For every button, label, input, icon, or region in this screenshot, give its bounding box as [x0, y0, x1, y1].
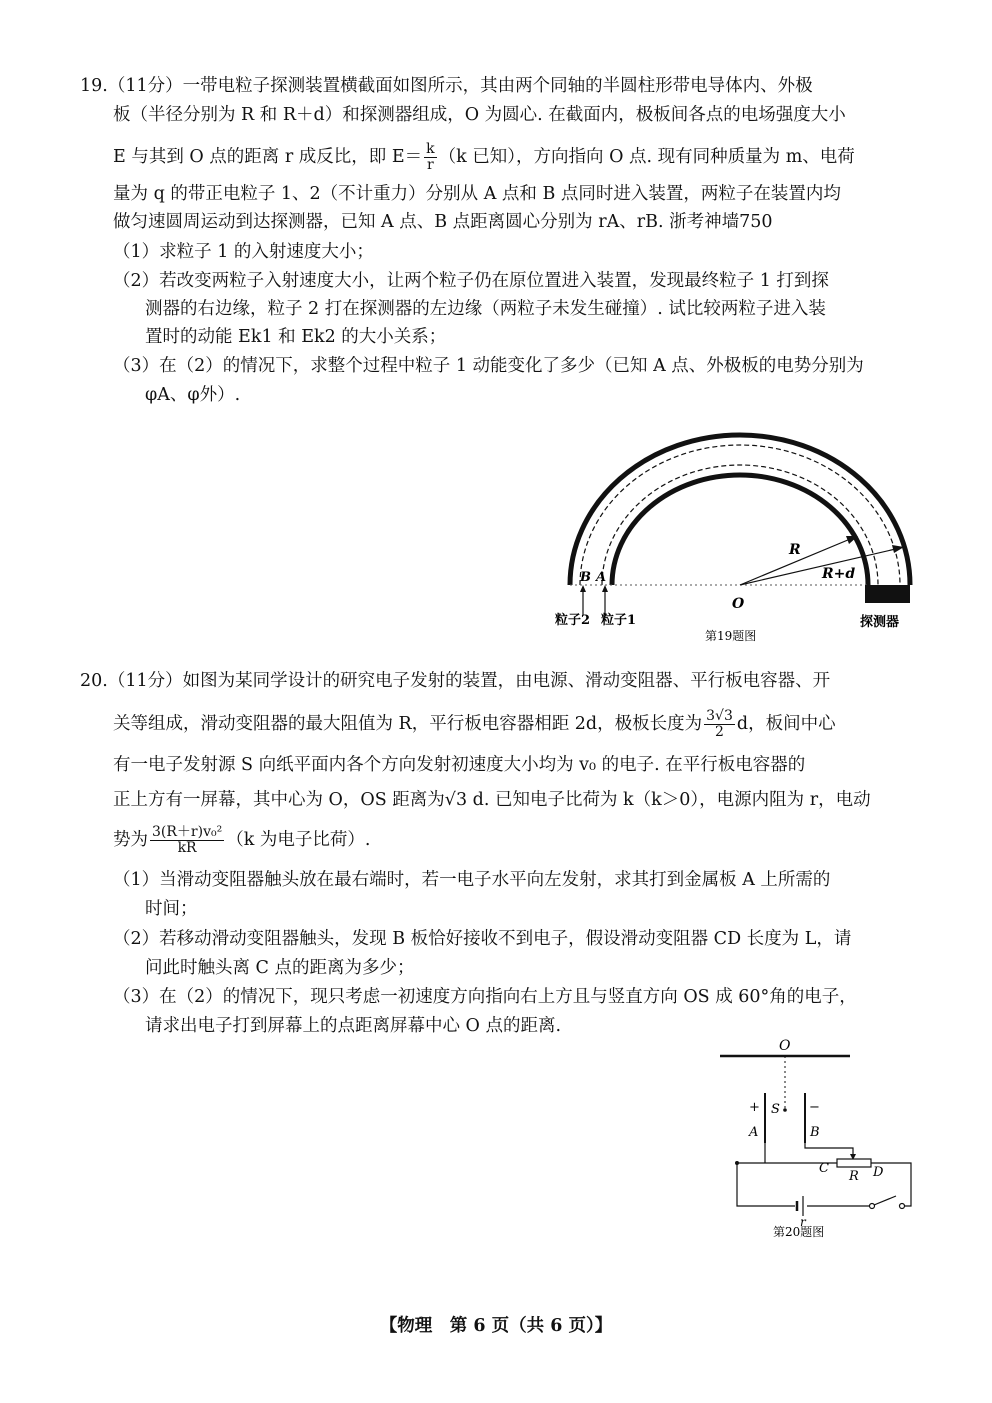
- label-O: O: [732, 596, 745, 612]
- label-R-plus-d: R+d: [822, 566, 856, 582]
- q19-e-den: r: [427, 157, 434, 173]
- q20-line-2: [113, 709, 836, 740]
- q20-line-3: 有一电子发射源 S 向纸平面内各个方向发射初速度大小均为 v₀ 的电子. 在平行板电容器的: [113, 755, 806, 775]
- q20-line2-pre: 关等组成，滑动变阻器的最大阻值为 R，平行板电容器相距 2d，极板长度为: [113, 714, 703, 734]
- fig20-label-s: S: [771, 1102, 780, 1117]
- fig20-label-o: O: [779, 1038, 791, 1054]
- q20-line-1: 20.（11分）如图为某同学设计的研究电子发射的装置，由电源、滑动变阻器、平行板电容器、开: [80, 671, 831, 691]
- q20-line-4: 正上方有一屏幕，其中心为 O，OS 距离为√3 d. 已知电子比荷为 k（k＞0），电源内阻为 r，电动: [113, 790, 871, 810]
- detector: [865, 585, 910, 603]
- fig20-label-a: A: [749, 1125, 759, 1140]
- q20-line2-post: d，板间中心: [736, 714, 836, 734]
- q20-line5-pre: 势为: [113, 830, 148, 850]
- wire-battery-left: [737, 1163, 795, 1206]
- q20-item-3b: 请求出电子打到屏幕上的点距离屏幕中心 O 点的距离.: [145, 1016, 562, 1036]
- fig20-label-r: R: [849, 1169, 859, 1184]
- emitter-s: [783, 1108, 787, 1112]
- fig20-label-plus: +: [749, 1100, 760, 1115]
- label-A: A: [596, 570, 607, 585]
- q19-line-3: [113, 142, 855, 173]
- q19-line-1: 19.（11分）一带电粒子探测装置横截面如图所示，其由两个同轴的半圆柱形带电导体内、外极: [80, 76, 813, 96]
- label-B: B: [580, 570, 591, 585]
- figure-20: [715, 1038, 915, 1243]
- q19-line-2: 板（半径分别为 R 和 R＋d）和探测器组成，O 为圆心. 在截面内，极板间各点的电场强度大小: [113, 105, 846, 125]
- q19-line-5: 做匀速圆周运动到达探测器，已知 A 点、B 点距离圆心分别为 rA、rB. 浙考神墙750: [113, 212, 773, 232]
- fig20-label-internal-r: r: [800, 1215, 806, 1229]
- q19-line-4: 量为 q 的带正电粒子 1、2（不计重力）分别从 A 点和 B 点同时进入装置，两粒子在装置内均: [113, 184, 841, 204]
- q20-line2-den: 2: [715, 724, 724, 740]
- q19-item-3: （3）在（2）的情况下，求整个过程中粒子 1 动能变化了多少（已知 A 点、外极板的电势分别为: [113, 356, 864, 376]
- q20-item-1b: 时间；: [145, 899, 198, 919]
- q20-line5-post: （k 为电子比荷）.: [226, 830, 371, 850]
- particle2-arrowhead: [580, 585, 586, 592]
- q20-line5-num: 3(R＋r)v₀²: [152, 824, 223, 840]
- fig20-label-c: C: [819, 1161, 829, 1176]
- figure-19-caption: 第19题图: [705, 629, 757, 643]
- wire-b-slider: [805, 1143, 853, 1155]
- figure-20-svg: [715, 1038, 915, 1243]
- label-detector: 探测器: [860, 615, 900, 630]
- rheostat: [837, 1159, 871, 1167]
- q20-item-2b: 问此时触头离 C 点的距离为多少；: [145, 958, 415, 978]
- q20-plate-length-fraction: [704, 709, 735, 740]
- q19-e-fraction: [424, 142, 436, 173]
- switch-contact-left: [870, 1204, 875, 1209]
- q20-line2-num: 3√3: [706, 708, 733, 724]
- q19-item-1: （1）求粒子 1 的入射速度大小；: [113, 242, 374, 262]
- q20-line-5: [113, 825, 370, 856]
- figure-19: [555, 415, 915, 650]
- q19-item-2c: 置时的动能 Ek1 和 Ek2 的大小关系；: [145, 327, 447, 347]
- q19-e-pre: E 与其到 O 点的距离 r 成反比，即 E＝: [113, 147, 423, 167]
- q19-e-num: k: [426, 141, 435, 157]
- q20-line5-den: kR: [177, 840, 197, 856]
- q19-e-post: （k 已知），方向指向 O 点. 现有同种质量为 m、电荷: [438, 147, 855, 167]
- q19-item-3b: φA、φ外）.: [145, 385, 241, 405]
- q20-emf-fraction: [150, 825, 224, 856]
- switch-contact-right: [900, 1204, 905, 1209]
- fig20-label-b: B: [810, 1125, 820, 1140]
- outer-plate: [570, 435, 910, 585]
- particle1-arrowhead: [602, 585, 608, 592]
- fig20-label-minus: −: [809, 1100, 820, 1115]
- q20-item-3: （3）在（2）的情况下，现只考虑一初速度方向指向右上方且与竖直方向 OS 成 60°角的电子，: [113, 987, 857, 1007]
- q19-item-2: （2）若改变两粒子入射速度大小，让两个粒子仍在原位置进入装置，发现最终粒子 1 打到探: [113, 271, 829, 291]
- fig20-label-d: D: [873, 1165, 884, 1180]
- figure-20-caption: 第20题图: [773, 1225, 825, 1239]
- figure-19-svg: [555, 415, 915, 650]
- q19-item-2b: 测器的右边缘，粒子 2 打在探测器的左边缘（两粒子未发生碰撞）. 试比较两粒子进入装: [145, 299, 826, 319]
- q20-item-1: （1）当滑动变阻器触头放在最右端时，若一电子水平向左发射，求其打到金属板 A 上所需的: [113, 870, 831, 890]
- label-particle2: 粒子2: [555, 613, 591, 628]
- label-particle1: 粒子1: [601, 613, 637, 628]
- q20-item-2: （2）若移动滑动变阻器触头，发现 B 板恰好接收不到电子，假设滑动变阻器 CD 长度为 L，请: [113, 929, 852, 949]
- page-footer: 【物理 第 6 页（共 6 页）】: [379, 1316, 613, 1336]
- switch-blade: [874, 1196, 896, 1205]
- label-R: R: [789, 542, 801, 558]
